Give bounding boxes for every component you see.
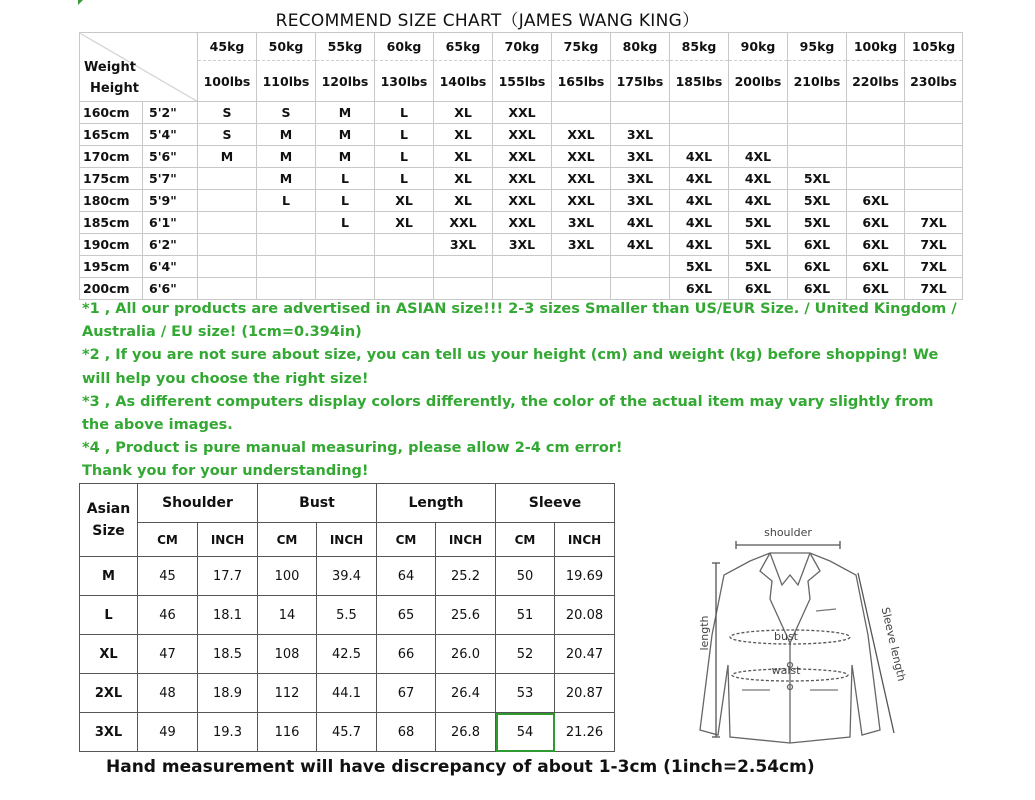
height-cm: 160cm — [80, 102, 143, 124]
size-cell — [611, 102, 670, 124]
measurement-value: 45 — [138, 557, 198, 596]
size-cell: XL — [434, 146, 493, 168]
size-cell — [493, 256, 552, 278]
size-cell: XL — [375, 212, 434, 234]
size-cell: 6XL — [729, 278, 788, 300]
measurement-value: 54 — [496, 713, 555, 752]
measurement-value: 68 — [377, 713, 436, 752]
measurement-value: 47 — [138, 635, 198, 674]
note-thanks: Thank you for your understanding! — [82, 463, 369, 480]
size-cell — [198, 190, 257, 212]
size-cell: XXL — [493, 168, 552, 190]
corner-mark — [78, 0, 83, 5]
size-chart-row — [80, 278, 963, 300]
size-cell — [316, 278, 375, 300]
size-cell: 3XL — [493, 234, 552, 256]
diagram-sleeve-label: Sleeve length — [878, 606, 909, 683]
size-cell: S — [198, 102, 257, 124]
size-cell: S — [257, 102, 316, 124]
size-cell: 6XL — [847, 190, 905, 212]
measurement-value: 26.0 — [436, 635, 496, 674]
measurement-value: 18.1 — [198, 596, 258, 635]
size-cell: 5XL — [729, 234, 788, 256]
measurement-value: 100 — [258, 557, 317, 596]
size-cell: XXL — [493, 102, 552, 124]
measurement-value: 14 — [258, 596, 317, 635]
weight-lbs-header: 230lbs — [905, 61, 963, 102]
measurement-row — [80, 674, 615, 713]
size-cell: 4XL — [670, 212, 729, 234]
measurement-value: 26.4 — [436, 674, 496, 713]
size-cell — [434, 278, 493, 300]
size-cell: M — [316, 146, 375, 168]
size-cell: XXL — [434, 212, 493, 234]
height-inch: 5'6" — [143, 146, 198, 168]
measurement-table — [79, 483, 615, 752]
size-cell: 6XL — [788, 278, 847, 300]
sleeve-header: Sleeve — [496, 484, 615, 523]
note-3: *3 , As different computers display colors differently, the color of the actual item may vary slightly from the above images. — [82, 393, 934, 434]
size-cell — [198, 168, 257, 190]
size-cell — [729, 124, 788, 146]
size-cell: 4XL — [670, 190, 729, 212]
weight-kg-header: 95kg — [788, 33, 847, 61]
measurement-value: 64 — [377, 557, 436, 596]
weight-kg-header: 75kg — [552, 33, 611, 61]
size-cell: 5XL — [670, 256, 729, 278]
asian-size-header: Asian Size — [80, 484, 138, 557]
size-cell: XL — [375, 190, 434, 212]
measurement-value: 19.69 — [555, 557, 615, 596]
size-cell: 4XL — [611, 212, 670, 234]
height-cm: 195cm — [80, 256, 143, 278]
measurement-row — [80, 635, 615, 674]
measurement-value: 21.26 — [555, 713, 615, 752]
size-cell: 5XL — [729, 256, 788, 278]
size-cell: XXL — [552, 146, 611, 168]
size-cell: 4XL — [670, 234, 729, 256]
size-cell: 7XL — [905, 256, 963, 278]
unit-header: CM — [258, 523, 317, 557]
size-cell: XXL — [493, 124, 552, 146]
height-inch: 6'6" — [143, 278, 198, 300]
size-cell: XXL — [493, 212, 552, 234]
weight-lbs-header: 155lbs — [493, 61, 552, 102]
size-cell: 3XL — [611, 190, 670, 212]
size-cell — [198, 256, 257, 278]
height-inch: 6'4" — [143, 256, 198, 278]
diagram-bust-label: bust — [774, 630, 798, 643]
measurement-value: 20.87 — [555, 674, 615, 713]
weight-lbs-header: 165lbs — [552, 61, 611, 102]
size-cell: 6XL — [847, 234, 905, 256]
size-cell: 5XL — [788, 212, 847, 234]
size-cell — [788, 102, 847, 124]
size-cell: L — [316, 212, 375, 234]
weight-lbs-header: 220lbs — [847, 61, 905, 102]
weight-kg-header: 100kg — [847, 33, 905, 61]
notes — [82, 298, 962, 484]
measurement-value: 50 — [496, 557, 555, 596]
measurement-value: 18.5 — [198, 635, 258, 674]
size-chart-row — [80, 124, 963, 146]
measurement-value: 42.5 — [317, 635, 377, 674]
weight-lbs-header: 130lbs — [375, 61, 434, 102]
unit-header: INCH — [436, 523, 496, 557]
size-chart-row — [80, 190, 963, 212]
size-cell: 3XL — [434, 234, 493, 256]
measurement-value: 53 — [496, 674, 555, 713]
weight-lbs-header: 175lbs — [611, 61, 670, 102]
size-cell: 4XL — [729, 146, 788, 168]
size-cell — [375, 278, 434, 300]
size-cell — [552, 102, 611, 124]
size-cell — [905, 190, 963, 212]
weight-lbs-header: 110lbs — [257, 61, 316, 102]
size-chart-row — [80, 146, 963, 168]
size-cell: XXL — [552, 190, 611, 212]
size-cell: 7XL — [905, 234, 963, 256]
measurement-value: 5.5 — [317, 596, 377, 635]
size-cell: XL — [434, 124, 493, 146]
measurement-value: 44.1 — [317, 674, 377, 713]
bust-header: Bust — [258, 484, 377, 523]
size-cell: M — [257, 146, 316, 168]
measurement-value: 20.08 — [555, 596, 615, 635]
weight-lbs-header: 210lbs — [788, 61, 847, 102]
size-chart-row — [80, 212, 963, 234]
measurement-value: 108 — [258, 635, 317, 674]
size-cell: 6XL — [788, 256, 847, 278]
note-4: *4 , Product is pure manual measuring, please allow 2-4 cm error! — [82, 440, 623, 457]
weight-kg-header: 50kg — [257, 33, 316, 61]
size-cell — [670, 124, 729, 146]
note-2: *2 , If you are not sure about size, you can tell us your height (cm) and weight (kg) before shopping! We will help you choose the right size! — [82, 347, 939, 387]
size-cell: S — [198, 124, 257, 146]
measurement-value: 19.3 — [198, 713, 258, 752]
size-cell: 3XL — [611, 124, 670, 146]
size-cell: 3XL — [552, 212, 611, 234]
size-cell — [905, 102, 963, 124]
weight-kg-header: 80kg — [611, 33, 670, 61]
size-cell — [552, 256, 611, 278]
size-cell: 6XL — [847, 278, 905, 300]
measurement-row — [80, 713, 615, 752]
height-inch: 6'2" — [143, 234, 198, 256]
size-cell: XL — [434, 102, 493, 124]
size-cell: 4XL — [670, 168, 729, 190]
size-cell: 3XL — [611, 168, 670, 190]
shoulder-header: Shoulder — [138, 484, 258, 523]
size-cell — [788, 146, 847, 168]
unit-header: CM — [377, 523, 436, 557]
size-cell: L — [375, 124, 434, 146]
size-chart-row — [80, 102, 963, 124]
size-cell: 4XL — [611, 234, 670, 256]
height-inch: 5'2" — [143, 102, 198, 124]
size-cell — [552, 278, 611, 300]
diagram-length-label: length — [698, 615, 711, 651]
size-cell: L — [257, 190, 316, 212]
size-cell: 3XL — [611, 146, 670, 168]
size-chart-table — [79, 32, 963, 300]
height-inch: 5'9" — [143, 190, 198, 212]
weight-lbs-header: 200lbs — [729, 61, 788, 102]
size-cell: 7XL — [905, 278, 963, 300]
size-cell: 5XL — [729, 212, 788, 234]
size-cell: L — [375, 168, 434, 190]
size-cell: 6XL — [847, 212, 905, 234]
height-cm: 180cm — [80, 190, 143, 212]
corner-weight-label: Weight — [84, 60, 136, 75]
size-cell: L — [316, 168, 375, 190]
weight-kg-header: 70kg — [493, 33, 552, 61]
measurement-value: 49 — [138, 713, 198, 752]
corner-height-label: Height — [90, 81, 139, 96]
size-label: M — [80, 557, 138, 596]
measurement-row — [80, 596, 615, 635]
weight-kg-header: 65kg — [434, 33, 493, 61]
height-inch: 5'4" — [143, 124, 198, 146]
size-cell — [905, 168, 963, 190]
size-cell: M — [257, 124, 316, 146]
size-cell: XL — [434, 168, 493, 190]
weight-kg-header: 55kg — [316, 33, 375, 61]
note-1: *1 , All our products are advertised in ASIAN size!!! 2-3 sizes Smaller than US/EUR Size. / United Kingdom / Australia / EU size! (1cm=0.394in) — [82, 301, 957, 341]
size-cell: M — [198, 146, 257, 168]
size-cell: 3XL — [552, 234, 611, 256]
weight-lbs-header: 140lbs — [434, 61, 493, 102]
size-cell: L — [375, 102, 434, 124]
weight-kg-header: 60kg — [375, 33, 434, 61]
measurement-value: 46 — [138, 596, 198, 635]
weight-height-corner — [80, 33, 198, 102]
size-cell: XXL — [552, 124, 611, 146]
weight-lbs-header: 185lbs — [670, 61, 729, 102]
size-cell: XXL — [493, 190, 552, 212]
size-cell — [905, 124, 963, 146]
height-cm: 175cm — [80, 168, 143, 190]
weight-kg-header: 45kg — [198, 33, 257, 61]
weight-kg-header: 105kg — [905, 33, 963, 61]
size-cell: 6XL — [670, 278, 729, 300]
size-cell: 6XL — [847, 256, 905, 278]
size-cell — [198, 234, 257, 256]
size-cell — [198, 212, 257, 234]
chart-title: RECOMMEND SIZE CHART（JAMES WANG KING） — [275, 11, 700, 31]
measurement-value: 17.7 — [198, 557, 258, 596]
size-cell — [905, 146, 963, 168]
size-cell: 6XL — [788, 234, 847, 256]
size-chart-row — [80, 168, 963, 190]
footer-note: Hand measurement will have discrepancy of about 1-3cm (1inch=2.54cm) — [106, 757, 815, 777]
size-chart-row — [80, 234, 963, 256]
size-cell: 5XL — [788, 168, 847, 190]
weight-kg-header: 85kg — [670, 33, 729, 61]
diagram-waist-label: waist — [771, 664, 801, 677]
measurement-value: 67 — [377, 674, 436, 713]
size-cell: XL — [434, 190, 493, 212]
size-cell: M — [257, 168, 316, 190]
size-cell — [847, 124, 905, 146]
measurement-value: 52 — [496, 635, 555, 674]
height-cm: 185cm — [80, 212, 143, 234]
diagram-shoulder-label: shoulder — [764, 526, 812, 539]
size-cell — [375, 234, 434, 256]
weight-lbs-header: 100lbs — [198, 61, 257, 102]
measurement-value: 66 — [377, 635, 436, 674]
measurement-value: 18.9 — [198, 674, 258, 713]
size-cell — [198, 278, 257, 300]
measurement-row — [80, 557, 615, 596]
size-cell — [847, 168, 905, 190]
size-cell: L — [316, 190, 375, 212]
size-label: 2XL — [80, 674, 138, 713]
measurement-value: 65 — [377, 596, 436, 635]
size-cell — [493, 278, 552, 300]
measurement-value: 25.2 — [436, 557, 496, 596]
size-cell — [257, 212, 316, 234]
measurement-value: 116 — [258, 713, 317, 752]
size-cell — [611, 256, 670, 278]
measurement-value: 26.8 — [436, 713, 496, 752]
length-header: Length — [377, 484, 496, 523]
size-cell: 4XL — [729, 190, 788, 212]
size-cell — [375, 256, 434, 278]
size-cell — [257, 234, 316, 256]
height-cm: 200cm — [80, 278, 143, 300]
size-cell — [316, 256, 375, 278]
unit-header: INCH — [198, 523, 258, 557]
size-cell — [847, 102, 905, 124]
size-cell: L — [375, 146, 434, 168]
measurement-value: 48 — [138, 674, 198, 713]
suit-measurement-diagram — [690, 515, 920, 750]
size-cell — [257, 278, 316, 300]
measurement-value: 45.7 — [317, 713, 377, 752]
size-cell: 7XL — [905, 212, 963, 234]
size-chart-row — [80, 256, 963, 278]
measurement-value: 51 — [496, 596, 555, 635]
weight-kg-header: 90kg — [729, 33, 788, 61]
size-cell — [434, 256, 493, 278]
measurement-value: 39.4 — [317, 557, 377, 596]
weight-lbs-header: 120lbs — [316, 61, 375, 102]
unit-header: INCH — [555, 523, 615, 557]
size-label: L — [80, 596, 138, 635]
height-cm: 170cm — [80, 146, 143, 168]
size-cell — [670, 102, 729, 124]
size-cell: XXL — [493, 146, 552, 168]
size-cell: 4XL — [729, 168, 788, 190]
size-cell — [788, 124, 847, 146]
size-cell — [847, 146, 905, 168]
height-inch: 6'1" — [143, 212, 198, 234]
measurement-value: 112 — [258, 674, 317, 713]
height-cm: 190cm — [80, 234, 143, 256]
size-cell: XXL — [552, 168, 611, 190]
height-inch: 5'7" — [143, 168, 198, 190]
size-cell: M — [316, 102, 375, 124]
measurement-value: 25.6 — [436, 596, 496, 635]
size-label: XL — [80, 635, 138, 674]
size-cell: 5XL — [788, 190, 847, 212]
unit-header: INCH — [317, 523, 377, 557]
size-cell — [257, 256, 316, 278]
size-label: 3XL — [80, 713, 138, 752]
height-cm: 165cm — [80, 124, 143, 146]
unit-header: CM — [496, 523, 555, 557]
size-cell — [316, 234, 375, 256]
size-cell: M — [316, 124, 375, 146]
measurement-value: 20.47 — [555, 635, 615, 674]
unit-header: CM — [138, 523, 198, 557]
size-cell: 4XL — [670, 146, 729, 168]
size-cell — [611, 278, 670, 300]
size-cell — [729, 102, 788, 124]
